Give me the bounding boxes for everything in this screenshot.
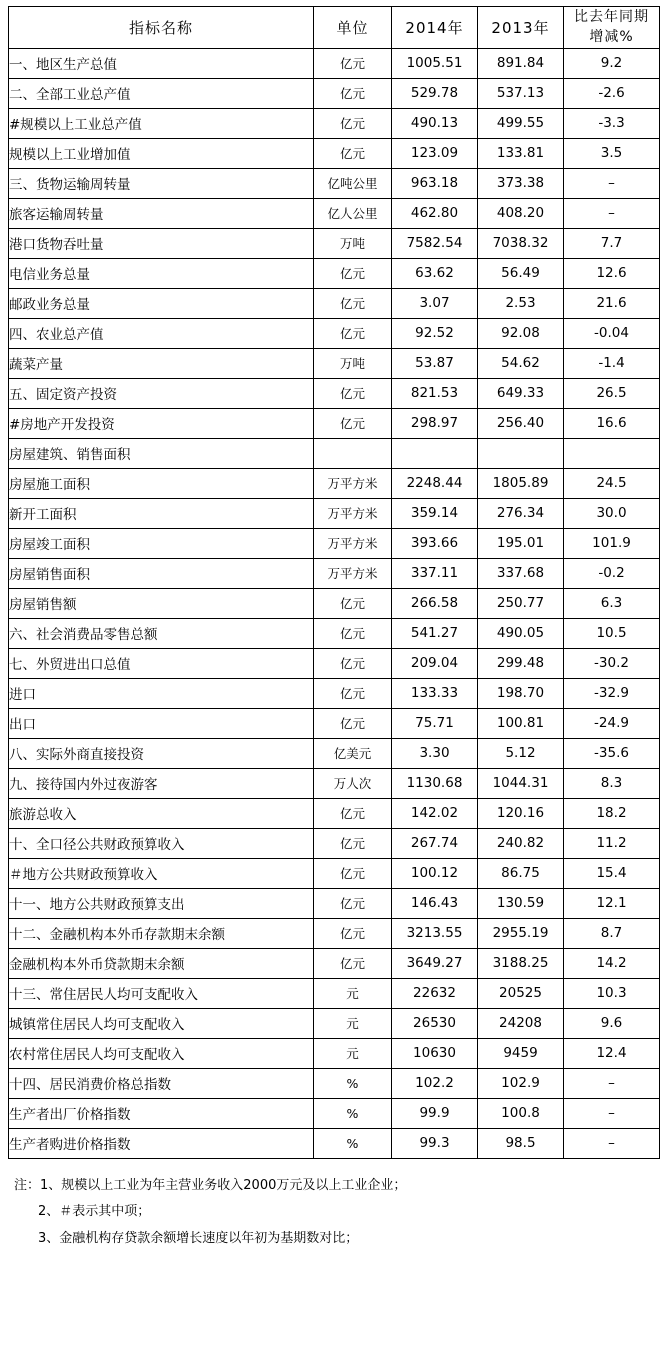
row-indicator-name: 规模以上工业增加值: [9, 138, 314, 168]
row-indicator-name: #规模以上工业总产值: [9, 108, 314, 138]
row-value-2013: 98.5: [478, 1128, 564, 1158]
row-value-2014: 142.02: [392, 798, 478, 828]
row-unit: 亿元: [314, 288, 392, 318]
row-unit: 亿元: [314, 858, 392, 888]
row-indicator-name: #房地产开发投资: [9, 408, 314, 438]
table-row: [9, 48, 660, 78]
row-change-percent: -0.04: [564, 318, 660, 348]
row-value-2013: 256.40: [478, 408, 564, 438]
row-value-2013: 120.16: [478, 798, 564, 828]
row-value-2014: 3213.55: [392, 918, 478, 948]
row-indicator-name: 房屋施工面积: [9, 468, 314, 498]
row-indicator-name: 九、接待国内外过夜游客: [9, 768, 314, 798]
row-change-percent: [564, 438, 660, 468]
row-indicator-name: 房屋竣工面积: [9, 528, 314, 558]
row-value-2014: 26530: [392, 1008, 478, 1038]
row-value-2013: 299.48: [478, 648, 564, 678]
row-unit: 万平方米: [314, 528, 392, 558]
row-value-2014: [392, 438, 478, 468]
row-value-2013: 130.59: [478, 888, 564, 918]
table-row: [9, 1008, 660, 1038]
row-value-2014: 2248.44: [392, 468, 478, 498]
row-value-2013: 276.34: [478, 498, 564, 528]
table-row: [9, 738, 660, 768]
row-indicator-name: 十、全口径公共财政预算收入: [9, 828, 314, 858]
row-value-2013: 102.9: [478, 1068, 564, 1098]
statistics-table: [8, 6, 660, 1159]
table-row: [9, 288, 660, 318]
table-row: [9, 948, 660, 978]
row-value-2013: 2955.19: [478, 918, 564, 948]
row-unit: 亿元: [314, 378, 392, 408]
row-value-2014: 462.80: [392, 198, 478, 228]
row-change-percent: 3.5: [564, 138, 660, 168]
row-change-percent: –: [564, 1128, 660, 1158]
table-row: [9, 528, 660, 558]
row-unit: 亿元: [314, 108, 392, 138]
row-value-2014: 3649.27: [392, 948, 478, 978]
row-change-percent: –: [564, 1098, 660, 1128]
table-row: [9, 1068, 660, 1098]
row-indicator-name: 七、外贸进出口总值: [9, 648, 314, 678]
row-value-2013: 92.08: [478, 318, 564, 348]
row-unit: 亿吨公里: [314, 168, 392, 198]
row-unit: 亿元: [314, 828, 392, 858]
row-value-2013: 490.05: [478, 618, 564, 648]
row-unit: 亿元: [314, 798, 392, 828]
row-change-percent: 10.3: [564, 978, 660, 1008]
row-value-2014: 963.18: [392, 168, 478, 198]
row-value-2013: 100.81: [478, 708, 564, 738]
table-row: [9, 558, 660, 588]
row-unit: 亿元: [314, 138, 392, 168]
row-value-2013: [478, 438, 564, 468]
row-value-2013: 250.77: [478, 588, 564, 618]
row-indicator-name: 房屋销售额: [9, 588, 314, 618]
row-value-2014: 541.27: [392, 618, 478, 648]
table-row: [9, 438, 660, 468]
row-indicator-name: 十一、地方公共财政预算支出: [9, 888, 314, 918]
row-unit: 亿元: [314, 78, 392, 108]
row-value-2013: 195.01: [478, 528, 564, 558]
row-indicator-name: 六、社会消费品零售总额: [9, 618, 314, 648]
row-value-2014: 3.30: [392, 738, 478, 768]
row-value-2014: 393.66: [392, 528, 478, 558]
row-value-2013: 56.49: [478, 258, 564, 288]
row-indicator-name: 蔬菜产量: [9, 348, 314, 378]
table-row: [9, 138, 660, 168]
row-change-percent: 12.4: [564, 1038, 660, 1068]
table-row: [9, 258, 660, 288]
row-unit: 元: [314, 978, 392, 1008]
header-year-2014: 2014年: [392, 7, 478, 49]
row-value-2014: 102.2: [392, 1068, 478, 1098]
row-unit: 亿元: [314, 258, 392, 288]
row-value-2014: 821.53: [392, 378, 478, 408]
row-indicator-name: 旅客运输周转量: [9, 198, 314, 228]
row-unit: 亿人公里: [314, 198, 392, 228]
row-indicator-name: 农村常住居民人均可支配收入: [9, 1038, 314, 1068]
row-value-2013: 7038.32: [478, 228, 564, 258]
row-value-2013: 86.75: [478, 858, 564, 888]
header-unit: 单位: [314, 7, 392, 49]
row-value-2014: 298.97: [392, 408, 478, 438]
row-value-2013: 3188.25: [478, 948, 564, 978]
row-value-2014: 267.74: [392, 828, 478, 858]
row-value-2013: 9459: [478, 1038, 564, 1068]
row-value-2014: 75.71: [392, 708, 478, 738]
row-value-2014: 22632: [392, 978, 478, 1008]
row-value-2014: 99.3: [392, 1128, 478, 1158]
note-line: 注：1、规模以上工业为年主营业务收入2000万元及以上工业企业；: [14, 1177, 407, 1193]
table-row: [9, 108, 660, 138]
row-indicator-name: 五、固定资产投资: [9, 378, 314, 408]
row-unit: 亿元: [314, 888, 392, 918]
row-indicator-name: 生产者出厂价格指数: [9, 1098, 314, 1128]
table-row: [9, 918, 660, 948]
table-row: [9, 1098, 660, 1128]
row-value-2013: 373.38: [478, 168, 564, 198]
row-value-2014: 3.07: [392, 288, 478, 318]
table-header: [9, 7, 660, 49]
row-indicator-name: 城镇常住居民人均可支配收入: [9, 1008, 314, 1038]
table-notes: [8, 1173, 659, 1253]
row-unit: %: [314, 1098, 392, 1128]
row-value-2014: 266.58: [392, 588, 478, 618]
row-change-percent: 8.3: [564, 768, 660, 798]
row-value-2014: 7582.54: [392, 228, 478, 258]
row-value-2013: 408.20: [478, 198, 564, 228]
table-row: [9, 348, 660, 378]
table-row: [9, 468, 660, 498]
row-change-percent: –: [564, 1068, 660, 1098]
row-change-percent: -0.2: [564, 558, 660, 588]
row-value-2013: 891.84: [478, 48, 564, 78]
row-indicator-name: 金融机构本外币贷款期末余额: [9, 948, 314, 978]
row-unit: 亿元: [314, 948, 392, 978]
row-change-percent: 6.3: [564, 588, 660, 618]
row-change-percent: -1.4: [564, 348, 660, 378]
row-value-2014: 209.04: [392, 648, 478, 678]
row-value-2014: 337.11: [392, 558, 478, 588]
row-value-2014: 1005.51: [392, 48, 478, 78]
row-value-2014: 92.52: [392, 318, 478, 348]
row-unit: 万人次: [314, 768, 392, 798]
row-unit: 亿元: [314, 318, 392, 348]
header-indicator-name: 指标名称: [9, 7, 314, 49]
row-change-percent: 9.2: [564, 48, 660, 78]
row-unit: 亿元: [314, 618, 392, 648]
row-change-percent: -30.2: [564, 648, 660, 678]
row-indicator-name: 邮政业务总量: [9, 288, 314, 318]
row-value-2013: 100.8: [478, 1098, 564, 1128]
table-row: [9, 858, 660, 888]
table-row: [9, 618, 660, 648]
row-unit: 万平方米: [314, 468, 392, 498]
row-indicator-name: 三、货物运输周转量: [9, 168, 314, 198]
row-change-percent: -32.9: [564, 678, 660, 708]
row-change-percent: -2.6: [564, 78, 660, 108]
table-row: [9, 498, 660, 528]
row-change-percent: 30.0: [564, 498, 660, 528]
row-value-2013: 198.70: [478, 678, 564, 708]
table-row: [9, 888, 660, 918]
row-value-2013: 537.13: [478, 78, 564, 108]
row-value-2014: 53.87: [392, 348, 478, 378]
row-unit: 亿元: [314, 678, 392, 708]
table-body: [9, 48, 660, 1158]
table-row: [9, 168, 660, 198]
row-unit: [314, 438, 392, 468]
row-value-2013: 337.68: [478, 558, 564, 588]
row-indicator-name: 二、全部工业总产值: [9, 78, 314, 108]
row-value-2013: 5.12: [478, 738, 564, 768]
row-value-2014: 490.13: [392, 108, 478, 138]
row-change-percent: 12.1: [564, 888, 660, 918]
table-row: [9, 198, 660, 228]
row-indicator-name: 电信业务总量: [9, 258, 314, 288]
row-unit: 万平方米: [314, 558, 392, 588]
row-unit: 亿元: [314, 588, 392, 618]
row-unit: 亿元: [314, 708, 392, 738]
row-indicator-name: 旅游总收入: [9, 798, 314, 828]
row-indicator-name: 生产者购进价格指数: [9, 1128, 314, 1158]
row-change-percent: 15.4: [564, 858, 660, 888]
row-indicator-name: 房屋销售面积: [9, 558, 314, 588]
row-change-percent: 12.6: [564, 258, 660, 288]
row-value-2013: 54.62: [478, 348, 564, 378]
row-change-percent: –: [564, 198, 660, 228]
row-unit: 亿元: [314, 648, 392, 678]
row-change-percent: 9.6: [564, 1008, 660, 1038]
row-value-2014: 10630: [392, 1038, 478, 1068]
table-row: [9, 648, 660, 678]
row-unit: 万平方米: [314, 498, 392, 528]
row-indicator-name: 十二、金融机构本外币存款期末余额: [9, 918, 314, 948]
table-row: [9, 1038, 660, 1068]
row-value-2013: 649.33: [478, 378, 564, 408]
table-row: [9, 798, 660, 828]
row-value-2014: 1130.68: [392, 768, 478, 798]
row-change-percent: 8.7: [564, 918, 660, 948]
row-value-2013: 1044.31: [478, 768, 564, 798]
row-change-percent: 16.6: [564, 408, 660, 438]
note-line: 2、＃表示其中项；: [38, 1204, 151, 1220]
row-unit: 万吨: [314, 228, 392, 258]
row-change-percent: 26.5: [564, 378, 660, 408]
row-indicator-name: 八、实际外商直接投资: [9, 738, 314, 768]
row-change-percent: 21.6: [564, 288, 660, 318]
row-unit: 元: [314, 1008, 392, 1038]
row-indicator-name: 十四、居民消费价格总指数: [9, 1068, 314, 1098]
row-change-percent: 11.2: [564, 828, 660, 858]
row-value-2013: 24208: [478, 1008, 564, 1038]
row-indicator-name: 十三、常住居民人均可支配收入: [9, 978, 314, 1008]
row-indicator-name: 新开工面积: [9, 498, 314, 528]
table-row: [9, 408, 660, 438]
table-row: [9, 588, 660, 618]
row-change-percent: 18.2: [564, 798, 660, 828]
row-value-2013: 1805.89: [478, 468, 564, 498]
row-value-2013: 20525: [478, 978, 564, 1008]
row-change-percent: –: [564, 168, 660, 198]
row-value-2014: 133.33: [392, 678, 478, 708]
row-unit: 亿美元: [314, 738, 392, 768]
row-indicator-name: 房屋建筑、销售面积: [9, 438, 314, 468]
row-unit: 万吨: [314, 348, 392, 378]
row-unit: 亿元: [314, 408, 392, 438]
row-value-2013: 499.55: [478, 108, 564, 138]
table-row: [9, 678, 660, 708]
table-row: [9, 1128, 660, 1158]
table-row: [9, 828, 660, 858]
header-row: [9, 7, 660, 49]
row-unit: 亿元: [314, 48, 392, 78]
table-row: [9, 708, 660, 738]
row-indicator-name: 一、地区生产总值: [9, 48, 314, 78]
table-row: [9, 78, 660, 108]
table-row: [9, 378, 660, 408]
table-row: [9, 978, 660, 1008]
row-unit: 亿元: [314, 918, 392, 948]
row-value-2014: 99.9: [392, 1098, 478, 1128]
row-value-2014: 146.43: [392, 888, 478, 918]
row-change-percent: 24.5: [564, 468, 660, 498]
row-indicator-name: 出口: [9, 708, 314, 738]
table-row: [9, 768, 660, 798]
row-change-percent: -35.6: [564, 738, 660, 768]
row-value-2014: 63.62: [392, 258, 478, 288]
row-value-2013: 2.53: [478, 288, 564, 318]
row-value-2014: 100.12: [392, 858, 478, 888]
row-change-percent: 101.9: [564, 528, 660, 558]
header-change-percent: 比去年同期增减%: [564, 7, 660, 49]
row-change-percent: 10.5: [564, 618, 660, 648]
row-value-2014: 529.78: [392, 78, 478, 108]
row-value-2013: 240.82: [478, 828, 564, 858]
row-indicator-name: 港口货物吞吐量: [9, 228, 314, 258]
row-unit: 元: [314, 1038, 392, 1068]
table-row: [9, 228, 660, 258]
header-year-2013: 2013年: [478, 7, 564, 49]
row-value-2014: 359.14: [392, 498, 478, 528]
note-line: 3、金融机构存贷款余额增长速度以年初为基期数对比；: [38, 1230, 359, 1246]
row-value-2014: 123.09: [392, 138, 478, 168]
row-unit: %: [314, 1128, 392, 1158]
row-unit: %: [314, 1068, 392, 1098]
table-row: [9, 318, 660, 348]
row-change-percent: 14.2: [564, 948, 660, 978]
row-change-percent: -24.9: [564, 708, 660, 738]
row-change-percent: 7.7: [564, 228, 660, 258]
row-indicator-name: 四、农业总产值: [9, 318, 314, 348]
row-indicator-name: 进口: [9, 678, 314, 708]
row-value-2013: 133.81: [478, 138, 564, 168]
row-change-percent: -3.3: [564, 108, 660, 138]
row-indicator-name: ＃地方公共财政预算收入: [9, 858, 314, 888]
